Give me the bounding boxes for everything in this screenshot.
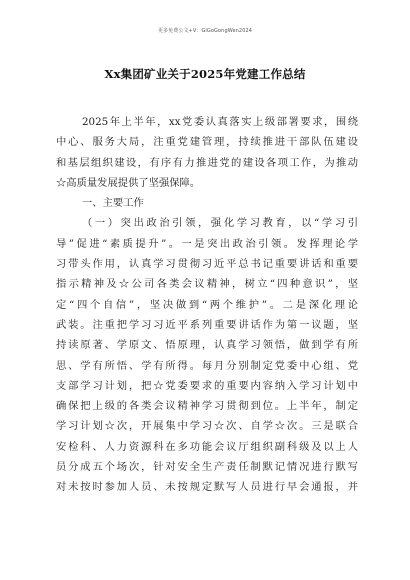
document-body	[56, 112, 358, 498]
paragraph-line: 中心、服务大局，注重党建管理，持续推进干部队伍建设	[56, 136, 358, 149]
paragraph-line: 支部学习计划，把☆党委要求的重要内容纳入学习计划中	[56, 379, 358, 392]
paragraph-line: 学习计划☆次，开展集中学习☆次、自学☆次。三是联合	[56, 420, 358, 433]
paragraph-line: 员分成五个场次，针对安全生产责任制默记情况进行默写	[56, 461, 358, 474]
paragraph-line: 习带头作用，认真学习贯彻习近平总书记重要讲话和重要	[56, 258, 358, 271]
paragraph-line: 指示精神及☆公司各类会议精神，树立“四种意识”，坚	[56, 278, 358, 291]
paragraph-line: ☆高质量发展提供了坚强保障。	[56, 176, 201, 189]
paragraph-line: 对未按时参加人员、未按规定默写人员进行早会通报，并	[56, 481, 358, 494]
paragraph-line: 安检科、人力资源科在多功能会议厅组织副科级及以上人	[56, 440, 358, 453]
paragraph-line: 确保把上级的各类会议精神学习贯彻到位。上半年，制定	[56, 400, 358, 413]
paragraph-line: 定“四个自信”，坚决做到“两个维护”。二是深化理论	[56, 298, 358, 311]
paragraph-line: 持读原著、学原文、悟原理，认真学习领悟，做到学有所	[56, 339, 358, 352]
document-title: Xx集团矿业关于2025年党建工作总结	[104, 67, 306, 81]
paragraph-line: （一）突出政治引领，强化学习教育，以“学习引	[82, 217, 358, 230]
paragraph-line: 和基层组织建设，有序有力推进党的建设各项工作，为推动	[56, 156, 358, 169]
header-note: 更多免费公文+V：GiGoGongWen2024	[157, 28, 253, 34]
paragraph-line: 2025年上半年，xx党委认真落实上级部署要求，围绕	[82, 116, 358, 128]
paragraph-line: 思、学有所悟、学有所得。每月分别制定党委中心组、党	[56, 359, 358, 372]
paragraph-line: 导”促进“素质提升”。一是突出政治引领。发挥理论学	[56, 237, 358, 250]
section-heading: 一、主要工作	[82, 197, 144, 210]
paragraph-line: 武装。注重把学习习近平系列重要讲话作为第一议题，坚	[56, 318, 358, 331]
